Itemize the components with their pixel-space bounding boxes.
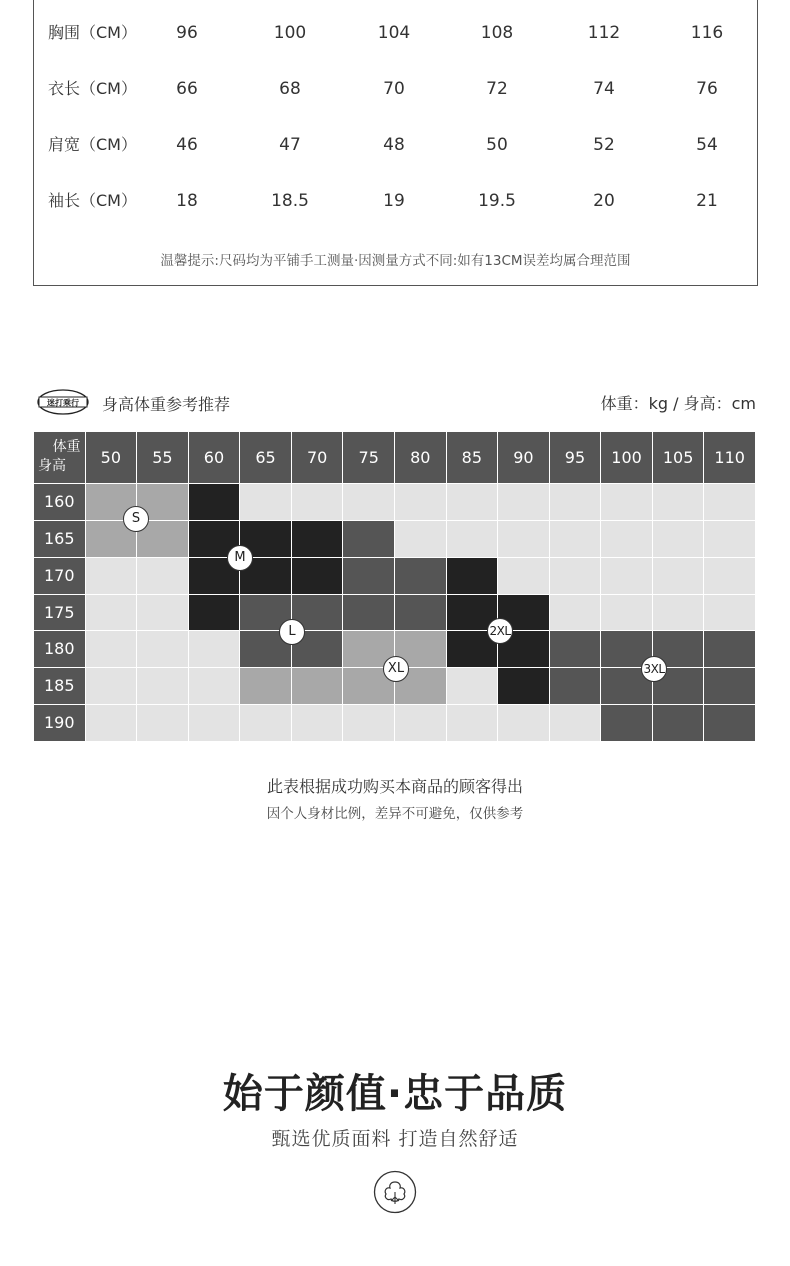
size-cell: 21 <box>696 191 718 211</box>
size-row-label: 袖长（CM） <box>48 191 137 210</box>
weight-header: 60 <box>189 432 241 484</box>
grid-cell <box>498 668 550 705</box>
grid-cell <box>189 668 241 705</box>
height-label: 180 <box>34 631 86 668</box>
grid-cell <box>343 595 395 632</box>
size-cell: 18 <box>176 191 198 211</box>
grid-cell <box>601 521 653 558</box>
size-row-label: 衣长（CM） <box>48 79 137 98</box>
size-cell: 50 <box>486 135 508 155</box>
grid-cell <box>653 595 705 632</box>
grid-cell <box>550 668 602 705</box>
size-marker: M <box>227 545 253 571</box>
slogan-title: 始于颜值·忠于品质 <box>222 1071 568 1117</box>
grid-cell <box>550 558 602 595</box>
grid-cell <box>292 521 344 558</box>
weight-header: 65 <box>240 432 292 484</box>
grid-cell <box>498 484 550 521</box>
size-cell: 96 <box>176 23 198 43</box>
size-cell: 72 <box>486 79 508 99</box>
recommendation-title: 身高体重参考推荐 <box>102 395 231 414</box>
slogan-subtitle: 甄选优质面料 打造自然舒适 <box>271 1128 519 1150</box>
grid-cell <box>704 484 756 521</box>
grid-cell <box>447 484 499 521</box>
weight-header: 50 <box>86 432 138 484</box>
size-row <box>34 181 757 221</box>
height-label: 185 <box>34 668 86 705</box>
grid-cell <box>395 521 447 558</box>
grid-cell <box>601 558 653 595</box>
grid-cell <box>137 631 189 668</box>
size-cell: 108 <box>480 23 514 43</box>
brand-logo <box>36 388 90 416</box>
grid-cell <box>86 668 138 705</box>
size-cell: 47 <box>279 135 301 155</box>
cotton-icon <box>373 1170 417 1214</box>
size-cell: 112 <box>587 23 621 43</box>
grid-cell <box>704 631 756 668</box>
size-row <box>34 125 757 165</box>
size-cell: 18.5 <box>271 191 309 211</box>
grid-cell <box>240 484 292 521</box>
size-cell: 76 <box>696 79 718 99</box>
height-label: 165 <box>34 521 86 558</box>
size-cell: 104 <box>377 23 411 43</box>
grid-cell <box>447 521 499 558</box>
height-label: 170 <box>34 558 86 595</box>
grid-cell <box>550 631 602 668</box>
note-disclaimer: 因个人身材比例，差异不可避免，仅供参考 <box>266 806 524 822</box>
height-label: 160 <box>34 484 86 521</box>
grid-cell <box>137 595 189 632</box>
weight-header: 70 <box>292 432 344 484</box>
unit-note: 体重：kg / 身高：cm <box>600 394 756 413</box>
grid-cell <box>343 484 395 521</box>
grid-cell <box>550 595 602 632</box>
grid-cell <box>704 705 756 742</box>
grid-cell <box>704 668 756 705</box>
grid-cell <box>137 705 189 742</box>
grid-cell <box>86 595 138 632</box>
grid-cell <box>137 668 189 705</box>
grid-cell <box>292 668 344 705</box>
size-row <box>34 13 757 53</box>
size-cell: 100 <box>273 23 307 43</box>
weight-header: 100 <box>601 432 653 484</box>
grid-cell <box>395 558 447 595</box>
size-row-label: 胸围（CM） <box>48 23 137 42</box>
grid-cell <box>86 705 138 742</box>
grid-cell <box>395 595 447 632</box>
size-cell: 66 <box>176 79 198 99</box>
grid-cell <box>653 558 705 595</box>
size-cell: 70 <box>383 79 405 99</box>
grid-cell <box>189 631 241 668</box>
weight-header: 75 <box>343 432 395 484</box>
grid-cell <box>601 595 653 632</box>
grid-cell <box>653 705 705 742</box>
grid-cell <box>343 521 395 558</box>
grid-cell <box>550 705 602 742</box>
grid-cell <box>601 705 653 742</box>
size-marker: L <box>279 619 305 645</box>
grid-cell <box>498 558 550 595</box>
size-cell: 52 <box>593 135 615 155</box>
grid-cell <box>86 631 138 668</box>
size-table <box>33 0 758 286</box>
size-cell: 74 <box>593 79 615 99</box>
size-marker: XL <box>383 656 409 682</box>
weight-header: 80 <box>395 432 447 484</box>
size-row-label: 肩宽（CM） <box>48 135 137 154</box>
grid-cell <box>189 705 241 742</box>
grid-cell <box>653 484 705 521</box>
grid-cell <box>601 484 653 521</box>
grid-cell <box>498 705 550 742</box>
grid-cell <box>343 558 395 595</box>
grid-cell <box>447 558 499 595</box>
corner-weight-label: 体重 <box>52 439 81 455</box>
size-cell: 19.5 <box>478 191 516 211</box>
size-cell: 19 <box>383 191 405 211</box>
size-cell: 46 <box>176 135 198 155</box>
grid-cell <box>86 558 138 595</box>
size-marker: S <box>123 506 149 532</box>
height-weight-grid <box>34 432 756 742</box>
grid-cell <box>292 705 344 742</box>
grid-cell <box>189 595 241 632</box>
grid-cell <box>704 558 756 595</box>
height-label: 175 <box>34 595 86 632</box>
grid-cell <box>447 668 499 705</box>
size-cell: 20 <box>593 191 615 211</box>
grid-cell <box>395 705 447 742</box>
grid-cell <box>395 484 447 521</box>
grid-cell <box>704 595 756 632</box>
size-marker: 3XL <box>641 656 667 682</box>
weight-header: 95 <box>550 432 602 484</box>
grid-cell <box>240 668 292 705</box>
grid-corner <box>34 432 86 484</box>
note-source: 此表根据成功购买本商品的顾客得出 <box>266 777 523 796</box>
height-label: 190 <box>34 705 86 742</box>
brand-logo-text: 迷打乘行 <box>47 398 79 408</box>
weight-header: 105 <box>653 432 705 484</box>
grid-cell <box>447 705 499 742</box>
size-cell: 116 <box>690 23 724 43</box>
weight-header: 110 <box>704 432 756 484</box>
size-cell: 68 <box>279 79 301 99</box>
size-row <box>34 69 757 109</box>
grid-cell <box>498 521 550 558</box>
grid-cell <box>343 705 395 742</box>
weight-header: 55 <box>137 432 189 484</box>
grid-cell <box>704 521 756 558</box>
grid-cell <box>137 558 189 595</box>
grid-cell <box>292 484 344 521</box>
grid-cell <box>189 484 241 521</box>
corner-height-label: 身高 <box>38 458 66 474</box>
grid-cell <box>550 484 602 521</box>
weight-header: 85 <box>447 432 499 484</box>
size-cell: 48 <box>383 135 405 155</box>
weight-header: 90 <box>498 432 550 484</box>
size-marker: 2XL <box>487 618 513 644</box>
size-cell: 54 <box>696 135 718 155</box>
grid-cell <box>550 521 602 558</box>
measurement-tip: 温馨提示:尺码均为平铺手工测量·因测量方式不同:如有13CM误差均属合理范围 <box>160 253 631 269</box>
grid-cell <box>292 558 344 595</box>
grid-cell <box>240 705 292 742</box>
grid-cell <box>653 521 705 558</box>
